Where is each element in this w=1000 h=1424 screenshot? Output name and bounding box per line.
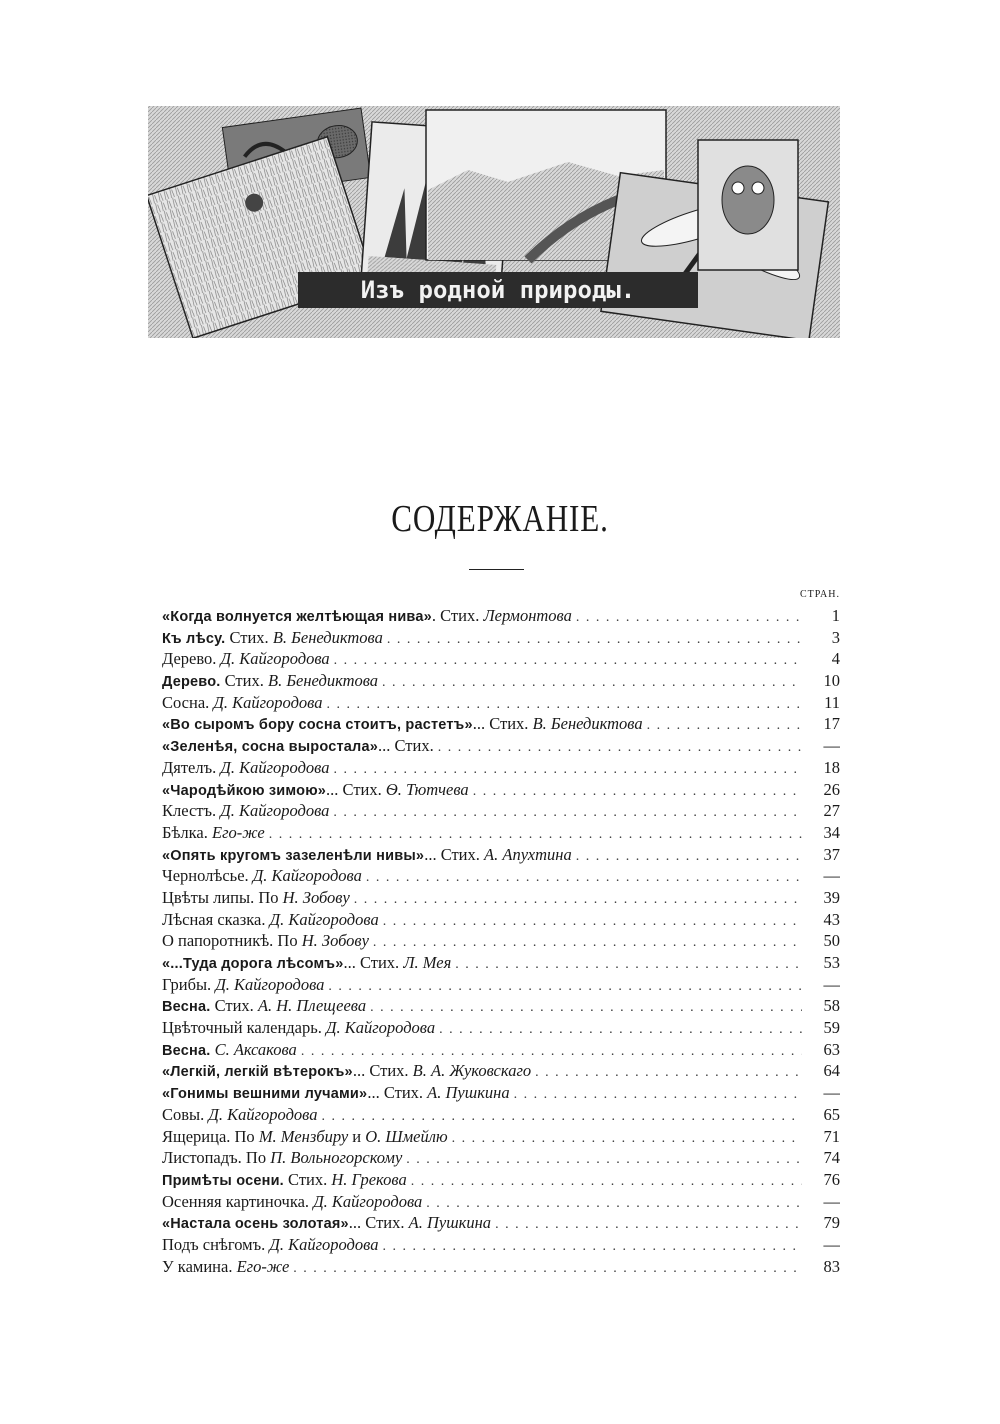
- dot-leader: [473, 781, 802, 801]
- toc-entry-title-part: Н. Зобову: [282, 887, 350, 907]
- dot-leader: [383, 911, 802, 931]
- toc-entry-title-part: Д. Кайгородова: [208, 1104, 318, 1124]
- toc-entry-page: 83: [823, 1256, 840, 1276]
- dot-leader: [576, 846, 802, 866]
- toc-entry-title-part: Дерево.: [162, 674, 221, 691]
- toc-entry-title: [162, 757, 329, 779]
- toc-entry-title-part: «Легкій, легкій вѣтерокъ»: [162, 1064, 353, 1081]
- toc-entry-page: 53: [823, 953, 840, 972]
- toc-entry: [162, 692, 840, 714]
- toc-entry-title-part: Ѳ. Тютчева: [385, 779, 469, 799]
- toc-entry-title-part: Д. Кайгородова: [269, 909, 379, 929]
- toc-entry: [162, 1017, 840, 1039]
- toc-entry-title-part: Стих.: [283, 1169, 332, 1189]
- page-column-label: СТРАН.: [799, 589, 840, 600]
- toc-entry: [162, 974, 840, 996]
- toc-entry-title: [162, 822, 265, 844]
- toc-entry-title: [162, 605, 572, 627]
- toc-entry-title: [162, 1234, 378, 1256]
- dot-leader: [354, 889, 802, 909]
- toc-entry-title-part: П. Вольногорскому: [270, 1148, 403, 1168]
- toc-entry-title-part: Стих.: [210, 996, 258, 1016]
- dot-leader: [373, 932, 802, 952]
- toc-entry-title: [162, 1017, 435, 1039]
- toc-entry-page: —: [823, 974, 840, 994]
- dot-leader: [387, 629, 802, 649]
- toc-entry-title-part: Примѣты осени.: [162, 1172, 284, 1189]
- toc-entry: [162, 930, 840, 952]
- toc-entry: [162, 648, 840, 670]
- toc-entry-title-part: Стих.: [220, 671, 268, 691]
- dot-leader: [269, 824, 802, 844]
- toc-entry-title-part: Д. Кайгородова: [215, 974, 325, 994]
- toc-entry-title-part: Д. Кайгородова: [220, 801, 330, 821]
- toc-entry-title-part: В. Бенедиктова: [532, 714, 643, 734]
- toc-entry-title: [162, 865, 362, 887]
- banner-title: Изъ родной природы.: [360, 276, 636, 304]
- toc-entry-page: 1: [831, 606, 840, 625]
- toc-entry-title-part: «Зеленѣя, сосна выростала»: [162, 739, 378, 756]
- dot-leader: [426, 1193, 802, 1213]
- toc-entry-title-part: «Опять кругомъ зазеленѣли нивы»: [162, 847, 425, 864]
- toc-entry-title: [162, 692, 322, 714]
- dot-leader: [514, 1084, 802, 1104]
- toc-entry-page: —: [823, 1234, 840, 1254]
- toc-entry-page: 59: [823, 1018, 840, 1038]
- toc-entry-title: [162, 1169, 407, 1191]
- dot-leader: [576, 607, 802, 627]
- toc-entry-title: [162, 670, 378, 692]
- dot-leader: [495, 1214, 802, 1234]
- toc-entry-title: [162, 627, 383, 649]
- toc-entry-title: [162, 1147, 402, 1169]
- toc-entry-title: [162, 1082, 510, 1104]
- toc-entry-title: [162, 1256, 289, 1278]
- toc-entry-title-part: А. Н. Плещеева: [257, 996, 367, 1016]
- toc-entry-page: —: [823, 866, 840, 886]
- toc-entry-page: 71: [823, 1126, 840, 1146]
- toc-entry: [162, 1256, 840, 1278]
- toc-entry: [162, 995, 840, 1017]
- toc-entry-title-part: и: [348, 1126, 366, 1146]
- dot-leader: [438, 737, 802, 757]
- toc-entry-title: [162, 713, 643, 735]
- toc-entry: [162, 887, 840, 909]
- toc-entry-title: [162, 930, 369, 952]
- toc-entry-title: [162, 1039, 297, 1061]
- toc-entry-title-part: Подъ снѣгомъ.: [162, 1234, 270, 1254]
- toc-entry-title: [162, 800, 329, 822]
- toc-entry-title: [162, 1212, 491, 1234]
- toc-entry-page: 27: [823, 801, 840, 821]
- toc-entry: [162, 1060, 840, 1082]
- toc-entry-title-part: Совы.: [162, 1104, 209, 1124]
- dot-leader: [439, 1019, 802, 1039]
- toc-entry-page: 4: [831, 649, 840, 669]
- dot-leader: [301, 1041, 802, 1061]
- toc-entry-title-part: Лѣсная сказка.: [162, 909, 270, 929]
- toc-entry-title: [162, 909, 379, 931]
- toc-entry-page: —: [823, 1191, 840, 1211]
- toc-entry-title: [162, 1060, 531, 1082]
- toc-entry-page: 58: [823, 996, 840, 1016]
- toc-entry-title-part: М. Мензбиру: [258, 1126, 349, 1146]
- toc-entry-page: 11: [824, 692, 840, 712]
- toc-entry: [162, 757, 840, 779]
- dot-leader: [406, 1149, 802, 1169]
- toc-entry-title-part: В. Бенедиктова: [267, 671, 379, 691]
- dot-leader: [382, 1236, 802, 1256]
- toc-entry-title-part: «Когда волнуется желтѣющая нива»: [162, 609, 432, 625]
- toc-entry-title-part: Чернолѣсье.: [162, 866, 253, 886]
- toc-entry-title-part: А. Апухтина: [484, 844, 572, 864]
- toc-entry-title: [162, 887, 350, 909]
- toc-entry-title: [162, 844, 572, 866]
- toc-entry-title-part: Д. Кайгородова: [220, 757, 330, 777]
- toc-entry-title-part: Его-же: [236, 1256, 290, 1276]
- toc-entry-title: [162, 1191, 422, 1213]
- toc-entry-title-part: ... Стих.: [352, 1061, 413, 1081]
- toc-entry-title-part: ... Стих.: [367, 1083, 428, 1103]
- title-divider: [469, 569, 524, 570]
- dot-leader: [366, 867, 802, 887]
- nature-collage-image: [148, 100, 840, 338]
- toc-entry-page: 63: [823, 1039, 840, 1059]
- toc-entry-page: 34: [823, 822, 840, 842]
- toc-entry-title-part: ... Стих.: [424, 844, 485, 864]
- toc-entry-title-part: «Настала осень золотая»: [162, 1216, 349, 1233]
- toc-entry-page: 74: [823, 1148, 840, 1168]
- toc-entry-title-part: Его-же: [212, 822, 265, 842]
- toc-entry-page: 3: [831, 627, 840, 647]
- toc-entry: [162, 865, 840, 887]
- toc-entry-page: —: [823, 736, 840, 756]
- dot-leader: [334, 650, 802, 670]
- toc-entry-title-part: Лермонтова: [483, 606, 572, 625]
- toc-entry: [162, 1191, 840, 1213]
- toc-entry-page: 10: [823, 671, 840, 691]
- toc-entry-title: [162, 995, 366, 1017]
- toc-entry-title-part: ... Стих.: [472, 714, 533, 734]
- toc-entry-title-part: ... Стих.: [348, 1213, 409, 1233]
- toc-entry: [162, 627, 840, 649]
- toc-entry-title-part: «Гонимы вешними лучами»: [162, 1086, 368, 1103]
- toc-entry-title-part: «Во сыромъ бору сосна стоитъ, растетъ»: [162, 717, 473, 734]
- toc-entry-title-part: «...Туда дорога лѣсомъ»: [162, 956, 344, 972]
- toc-entry-title-part: Цвѣточный календарь.: [162, 1018, 327, 1038]
- toc-entry-title-part: Д. Кайгородова: [326, 1018, 436, 1038]
- toc-entry-title-part: О папоротникѣ. По: [162, 931, 302, 951]
- toc-entry: [162, 1212, 840, 1234]
- toc-entry-title-part: Цвѣты липы. По: [162, 887, 283, 907]
- dot-leader: [647, 715, 802, 735]
- toc-entry-title-part: Ящерица. По: [162, 1126, 259, 1146]
- toc-entry: [162, 605, 840, 627]
- toc-entry-page: 79: [823, 1213, 840, 1233]
- dot-leader: [411, 1171, 802, 1191]
- dot-leader: [293, 1258, 802, 1278]
- toc-entry-title-part: Листопадъ. По: [162, 1148, 271, 1168]
- toc-entry: [162, 1234, 840, 1256]
- dot-leader: [535, 1062, 802, 1082]
- table-of-contents: [162, 605, 840, 1277]
- toc-entry-page: 50: [823, 931, 840, 951]
- toc-entry-title-part: В. Бенедиктова: [272, 627, 383, 647]
- toc-entry-title-part: О. Шмейлю: [365, 1126, 448, 1146]
- toc-entry-title-part: Дятелъ.: [162, 757, 221, 777]
- toc-entry: [162, 822, 840, 844]
- toc-entry-page: 37: [823, 844, 840, 864]
- header-illustration: [148, 100, 840, 338]
- toc-entry: [162, 952, 840, 974]
- toc-entry-title-part: Грибы.: [162, 974, 216, 994]
- toc-entry: [162, 844, 840, 866]
- toc-entry-title: [162, 735, 434, 757]
- toc-entry: [162, 779, 840, 801]
- dot-leader: [321, 1106, 802, 1126]
- dot-leader: [328, 976, 802, 996]
- toc-entry-title-part: Клестъ.: [162, 801, 221, 821]
- toc-entry-title-part: В. А. Жуковскаго: [412, 1061, 532, 1081]
- toc-entry: [162, 1039, 840, 1061]
- page-title: СОДЕРЖАНІЕ.: [391, 498, 609, 540]
- toc-entry-title-part: А. Пушкина: [427, 1083, 510, 1103]
- toc-entry: [162, 670, 840, 692]
- toc-entry-title-part: ... Стих.: [326, 779, 386, 799]
- toc-entry-page: 64: [823, 1061, 840, 1081]
- toc-entry-page: 17: [823, 714, 840, 734]
- toc-entry-title-part: Стих.: [225, 627, 273, 647]
- dot-leader: [333, 802, 802, 822]
- toc-entry-title-part: С. Аксакова: [214, 1039, 297, 1059]
- toc-entry-title: [162, 1126, 448, 1148]
- dot-leader: [370, 997, 802, 1017]
- toc-entry-title-part: А. Пушкина: [408, 1213, 492, 1233]
- toc-entry-title: [162, 974, 324, 996]
- toc-entry-title-part: Сосна.: [162, 692, 214, 712]
- toc-entry-title: [162, 779, 469, 801]
- toc-entry-title-part: Д. Кайгородова: [220, 649, 330, 669]
- toc-entry-title-part: Осенняя картиночка.: [162, 1191, 314, 1211]
- dot-leader: [455, 954, 802, 974]
- toc-entry-title-part: . Стих.: [431, 606, 484, 625]
- toc-entry-page: —: [823, 1083, 840, 1103]
- toc-entry-title-part: Дерево.: [162, 649, 221, 669]
- toc-entry-title-part: У камина.: [162, 1256, 237, 1276]
- toc-entry: [162, 1147, 840, 1169]
- toc-entry-title-part: «Чародѣйкою зимою»: [162, 782, 327, 799]
- dot-leader: [382, 672, 802, 692]
- toc-entry: [162, 1104, 840, 1126]
- toc-entry: [162, 800, 840, 822]
- toc-entry: [162, 713, 840, 735]
- toc-entry-page: 18: [823, 757, 840, 777]
- toc-entry-title-part: Д. Кайгородова: [252, 866, 362, 886]
- toc-entry-title: [162, 952, 451, 974]
- toc-entry-title-part: Н. Зобову: [301, 931, 369, 951]
- dot-leader: [333, 759, 802, 779]
- dot-leader: [326, 694, 802, 714]
- toc-entry-title-part: Н. Грекова: [331, 1169, 407, 1189]
- toc-entry: [162, 1169, 840, 1191]
- toc-entry: [162, 735, 840, 757]
- toc-entry-title-part: Весна.: [162, 1042, 211, 1059]
- toc-entry-title-part: ... Стих.: [378, 736, 434, 756]
- toc-entry-title-part: Весна.: [162, 999, 211, 1016]
- toc-entry-title-part: Къ лѣсу.: [162, 630, 226, 647]
- toc-entry-page: 65: [823, 1104, 840, 1124]
- toc-entry-page: 39: [823, 887, 840, 907]
- toc-entry-page: 43: [823, 909, 840, 929]
- toc-entry-title-part: Бѣлка.: [162, 822, 213, 842]
- toc-entry-title: [162, 1104, 317, 1126]
- toc-entry-title: [162, 648, 330, 670]
- dot-leader: [452, 1128, 802, 1148]
- toc-entry-title-part: Д. Кайгородова: [213, 692, 323, 712]
- toc-entry: [162, 1082, 840, 1104]
- toc-entry-page: 76: [823, 1169, 840, 1189]
- toc-entry-title-part: Л. Мея: [403, 953, 452, 972]
- toc-entry-title-part: ... Стих.: [343, 953, 404, 972]
- toc-entry-title-part: Д. Кайгородова: [313, 1191, 423, 1211]
- toc-entry-title-part: Д. Кайгородова: [269, 1234, 379, 1254]
- toc-entry-page: 26: [823, 779, 840, 799]
- toc-entry: [162, 909, 840, 931]
- toc-entry: [162, 1126, 840, 1148]
